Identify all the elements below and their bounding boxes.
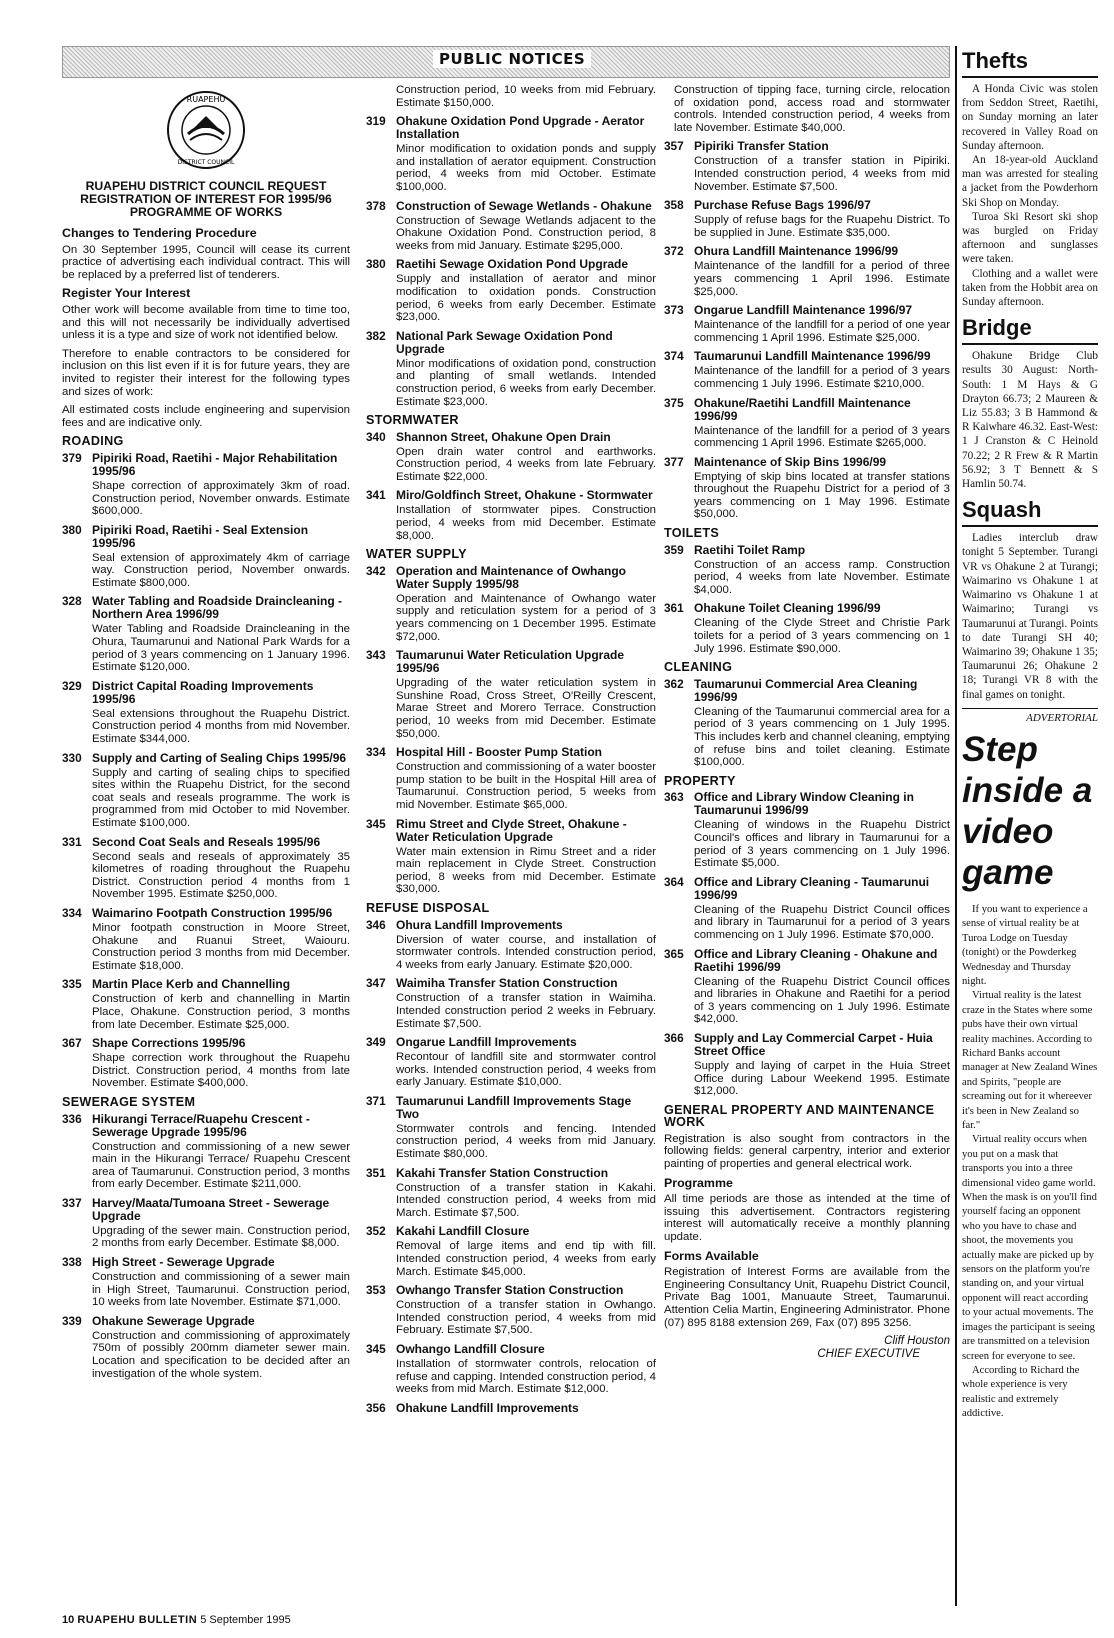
item-description: Removal of large items and end tip with fill. Intended construction period, 4 weeks from early March. Estimate $45,000.: [396, 1240, 656, 1278]
item-number: 372: [664, 244, 684, 259]
sewer-items-list: [366, 115, 656, 408]
item-title: Kakahi Transfer Station Construction: [396, 1165, 609, 1180]
item-number: 374: [664, 349, 684, 364]
changes-title: Changes to Tendering Procedure: [62, 226, 257, 240]
forms-title: Forms Available: [664, 1248, 759, 1263]
item-number: 382: [366, 328, 386, 343]
tender-item: [62, 836, 350, 901]
tender-item: [366, 431, 656, 484]
council-heading: RUAPEHU DISTRICT COUNCIL REQUEST REGISTRATION OF INTEREST FOR 1995/96 PROGRAMME OF WORKS: [80, 179, 332, 219]
item-description: Construction of an access ramp. Construction period, 4 weeks from late November. Estimate $4,000.: [694, 558, 950, 596]
item-title: Waimarino Footpath Construction 1995/96: [92, 905, 333, 920]
item-description: Maintenance of the landfill for a period of one year commencing 1 April 1996. Estimate $25,000.: [694, 319, 950, 344]
item-number: 341: [366, 488, 386, 503]
paragraph: If you want to experience a sense of virtual reality be at Turoa Lodge on Tuesday (tonight) or the Powderkeg Wednesday and Thursday night.: [962, 903, 1088, 987]
item-title: Owhango Transfer Station Construction: [396, 1283, 624, 1298]
item-number: 377: [664, 454, 684, 469]
item-title: Taumarunui Landfill Improvements Stage Two: [396, 1093, 632, 1121]
tender-item: [62, 1315, 350, 1380]
tender-item: [366, 746, 656, 811]
item-number: 345: [366, 1342, 386, 1356]
tender-item: [366, 1225, 656, 1278]
tender-item: [664, 876, 950, 942]
tender-item: [62, 1197, 350, 1250]
refuse-list: [366, 919, 656, 1417]
item-description: Cleaning of the Taumarunui commercial area for a period of 3 years commencing on 1 July 1995. This includes kerb and channel cleaning, emptying of refuse bins and toilet cleaning. Estimate $100,000.: [694, 705, 950, 769]
item-description: Construction of kerb and channelling in Martin Place, Ohakune. Construction period, 3 months from late December. Estimate $25,000.: [92, 993, 350, 1031]
item-number: 379: [62, 450, 82, 465]
water-supply-heading: WATER SUPPLY: [366, 547, 467, 562]
item-description: Supply and carting of sealing chips to specified sites within the Ruapehu District, for the second coat seals and reseals programme. The work is programmed from mid October to mid November. Estimate $100,000.: [92, 766, 350, 829]
item-title: Owhango Landfill Closure: [396, 1342, 545, 1356]
register-text-1: Other work will become available from time to time too, and this will not necessarily be individually advertised unless it is a type and size of work not identified below.: [62, 303, 350, 342]
item-description: Upgrading of the water reticulation system in Sunshine Road, Cross Street, O'Reilly Crescent, Marae Street and Morero Terrace. Construction period, 10 weeks from mid December. Estimate $50,000.: [396, 677, 656, 740]
tender-item: [62, 907, 350, 972]
item-number: 367: [62, 1036, 82, 1051]
item-number: 331: [62, 834, 82, 849]
tender-item: [366, 258, 656, 323]
item-description: Cleaning of the Ruapehu District Council offices and library in Taumarunui for a period of 3 years commencing on 1 July 1996. Estimate $70,000.: [694, 903, 950, 941]
paragraph: Virtual reality occurs when you put on a mask that transports you into a three dimensional video game world. When the mask is on you'll find yourself facing an opponent who you have to chase and shoot, the movements you actually make are picked up by sensors on the platform you're standing on, and your virtual opponent will react according to your actual movements. The images the participant is seeing are transmitted on a television screen for everyone to see.: [962, 1134, 1097, 1362]
item-number: 337: [62, 1195, 82, 1210]
sewerage-heading: SEWERAGE SYSTEM: [62, 1094, 196, 1109]
property-list: [664, 791, 950, 1097]
item-description: Maintenance of the landfill for a period of three years commencing 1 April 1996. Estimate $25,000.: [694, 260, 950, 298]
tender-item: [366, 919, 656, 972]
tender-item: [62, 1256, 350, 1309]
tender-item: [366, 330, 656, 408]
squash-heading: Squash: [962, 497, 1098, 527]
squash-text: Ladies interclub draw tonight 5 September. Turangi VR vs Ohakune 2 at Turangi; Waimarino vs Ohakune 1 at Waimarino vs Ohakune 1 at Waimarino; Turangi vs Taumarunui at Turangi. Points to date Turangi SH 40; Waimarino 39; Ohakune 1 35; Taumarunui 26; Ohakune 2 18; Turangi VR 8 with the final games on tonight.: [962, 532, 1098, 701]
item-description: Diversion of water course, and installation of stormwater controls. Intended construction period, 4 weeks from early January. Estimate $20,000.: [396, 933, 656, 971]
item-number: 362: [664, 676, 684, 691]
item-description: Supply of refuse bags for the Ruapehu District. To be supplied in June. Estimate $35,000.: [694, 214, 950, 239]
paragraph: Turoa Ski Resort ski shop was burgled on Friday afternoon and sunglasses were taken.: [962, 210, 1098, 266]
story-headline: Step inside a video game: [962, 729, 1093, 892]
item-description: Shape correction of approximately 3km of road. Construction period, November onwards. Estimate $600,000.: [92, 479, 350, 518]
item-description: Construction and commissioning of approximately 750m of possibly 200mm diameter sewer main. Location and specification to be decided after an investigation of the whole system.: [92, 1329, 350, 1380]
item-title: Pipiriki Road, Raetihi - Major Rehabilitation 1995/96: [92, 450, 338, 478]
property-heading: PROPERTY: [664, 773, 736, 788]
tender-item: [62, 752, 350, 830]
item-number: 375: [664, 395, 684, 410]
bridge-heading: Bridge: [962, 315, 1098, 345]
item-title: Waimiha Transfer Station Construction: [396, 976, 618, 991]
tender-item: [366, 1343, 656, 1396]
tender-item: [366, 1402, 656, 1417]
story-text: [962, 903, 1098, 1422]
item-description: Emptying of skip bins located at transfer stations throughout the Ruapehu District for a period of 3 years commencing on 1 May 1996. Estimate $50,000.: [694, 470, 950, 521]
sidebar: [962, 46, 1098, 1422]
tender-item: [664, 397, 950, 450]
column-1: [62, 82, 350, 1386]
item-number: 364: [664, 874, 684, 889]
issue-date: 5 September 1995: [200, 1614, 291, 1626]
tender-item: [366, 1284, 656, 1337]
register-text-3: All estimated costs include engineering and supervision fees and are indicative only.: [62, 404, 350, 429]
programme-title: Programme: [664, 1175, 733, 1190]
tender-item: [664, 791, 950, 869]
tender-item: [62, 1037, 350, 1090]
item-description: Shape correction work throughout the Ruapehu District. Construction period, 4 months from late November. Estimate $400,000.: [92, 1052, 350, 1090]
item-number: 373: [664, 303, 684, 318]
item-number: 380: [366, 257, 386, 272]
item-description: Seal extension of approximately 4km of carriage way. Construction period, November onwards. Estimate $800,000.: [92, 551, 350, 589]
tender-item: [664, 456, 950, 521]
svg-text:DISTRICT COUNCIL: DISTRICT COUNCIL: [177, 159, 235, 166]
item-title: Ohura Landfill Improvements: [396, 917, 563, 932]
item-description: Maintenance of the landfill for a period of 3 years commencing 1 July 1996. Estimate $210,000.: [694, 365, 950, 390]
item-title: Martin Place Kerb and Channelling: [92, 977, 291, 992]
public-notices-banner: [62, 46, 950, 78]
column-2: [366, 84, 656, 1423]
item-title: Construction of Sewage Wetlands - Ohakune: [396, 198, 652, 213]
tender-item: [664, 678, 950, 769]
item-description: Seal extensions throughout the Ruapehu District. Construction period 4 months from mid November. Estimate $344,000.: [92, 707, 350, 746]
item-number: 358: [664, 198, 684, 213]
svg-text:RUAPEHU: RUAPEHU: [186, 95, 226, 104]
item-description: Construction of a transfer station in Waimiha. Intended construction period 2 weeks in February. Estimate $7,500.: [396, 992, 656, 1030]
item-title: Ohakune Toilet Cleaning 1996/99: [694, 601, 881, 616]
item-title: High Street - Sewerage Upgrade: [92, 1255, 275, 1270]
item-number: 352: [366, 1224, 386, 1239]
item-title: Raetihi Sewage Oxidation Pond Upgrade: [396, 257, 629, 272]
item-description: Water main extension in Rimu Street and a rider main replacement in Clyde Street. Construction period, 8 weeks from mid December. Estimate $30,000.: [396, 845, 656, 896]
tender-item: [664, 1032, 950, 1098]
general-heading: GENERAL PROPERTY AND MAINTENANCE WORK: [664, 1102, 935, 1130]
signature: Cliff Houston: [884, 1335, 950, 1348]
tender-item: [664, 304, 950, 344]
item-number: 359: [664, 542, 684, 557]
tender-item: [62, 452, 350, 518]
item-description: Construction of a transfer station in Owhango. Intended construction period, 4 weeks from mid February. Estimate $7,500.: [396, 1299, 656, 1337]
item-title: Kakahi Landfill Closure: [396, 1224, 530, 1239]
item-number: 329: [62, 678, 82, 693]
item-title: Pipiriki Road, Raetihi - Seal Extension 1995/96: [92, 522, 309, 550]
refuse-items-list: [664, 140, 950, 521]
item-title: Ongarue Landfill Maintenance 1996/97: [694, 303, 913, 318]
item-title: Ohakune Landfill Improvements: [396, 1400, 579, 1415]
item-number: 347: [366, 976, 386, 991]
tender-item: [664, 948, 950, 1026]
programme-text: All time periods are those as intended at the time of issuing this advertisement. Contractors registering interest will automatically receive a monthly planning update.: [664, 1193, 950, 1244]
toilets-heading: TOILETS: [664, 526, 720, 541]
item-title: Harvey/Maata/Tumoana Street - Sewerage Upgrade: [92, 1195, 330, 1223]
item-description: Minor footpath construction in Moore Street, Ohakune and Ruanui Street, Waiouru. Construction period 3 months from mid December. Estimate $18,000.: [92, 921, 350, 972]
item-number: 343: [366, 648, 386, 663]
thefts-heading: Thefts: [962, 48, 1098, 78]
item-title: Office and Library Window Cleaning in Taumarunui 1996/99: [694, 790, 914, 818]
council-logo-icon: [164, 88, 248, 172]
item-title: Hospital Hill - Booster Pump Station: [396, 745, 603, 760]
register-title: Register Your Interest: [62, 286, 191, 301]
item-description: Stormwater controls and fencing. Intended construction period, 4 weeks from mid January. Estimate $80,000.: [396, 1122, 656, 1161]
item-number: 338: [62, 1255, 82, 1270]
item-description: Upgrading of the sewer main. Construction period, 2 months from early December. Estimate $8,000.: [92, 1224, 350, 1250]
page-footer: [62, 1614, 291, 1626]
item-title: National Park Sewage Oxidation Pond Upgrade: [396, 328, 613, 356]
item-number: 339: [62, 1313, 82, 1328]
register-text-2: Therefore to enable contractors to be considered for inclusion on this list even if it is for future years, they are invited to register their interest for the following types and sizes of work:: [62, 347, 350, 398]
continued-text: Construction period, 10 weeks from mid February. Estimate $150,000.: [396, 84, 656, 109]
item-number: 366: [664, 1030, 684, 1045]
item-title: Ongarue Landfill Improvements: [396, 1035, 577, 1050]
thefts-text: [962, 82, 1098, 309]
item-description: Construction and commissioning of a sewer main in High Street, Taumarunui. Construction period, 10 weeks from late November. Estimate $71,000.: [92, 1271, 350, 1309]
paragraph: An 18-year-old Auckland man was arrested for stealing a jacket from the Powderhorn Ski Shop on Monday.: [962, 154, 1098, 209]
tender-item: [664, 199, 950, 239]
item-title: Taumarunui Water Reticulation Upgrade 1995/96: [396, 648, 625, 676]
item-description: Construction of a transfer station in Pipiriki. Intended construction period, 4 weeks from mid November. Estimate $7,500.: [694, 155, 950, 193]
item-description: Second seals and reseals of approximately 35 kilometres of roading throughout the Ruapehu District. Construction period 4 months from 1 November 1995. Estimate $250,000.: [92, 850, 350, 901]
item-number: 371: [366, 1093, 386, 1108]
tender-item: [62, 1113, 350, 1191]
item-number: 319: [366, 114, 386, 129]
banner-title: PUBLIC NOTICES: [433, 50, 591, 68]
roading-heading: ROADING: [62, 434, 124, 449]
item-number: 346: [366, 917, 386, 932]
item-description: Recontour of landfill site and stormwater control works. Intended construction period, 4 weeks from early January. Estimate $10,000.: [396, 1051, 656, 1089]
item-number: 349: [366, 1035, 386, 1050]
tender-item: [664, 602, 950, 655]
paper-name: RUAPEHU BULLETIN: [77, 1614, 198, 1626]
paragraph: Virtual reality is the latest craze in the States where some pubs have their own virtual reality machines. According to Richard Banks account manager at New Zealand Wines and Spirits, "people are screaming out for it whereever it's been in New Zealand so far.": [962, 990, 1098, 1132]
tender-item: [664, 140, 950, 193]
tender-item: [664, 544, 950, 597]
paragraph: Clothing and a wallet were taken from the Hobbit area on Sunday afternoon.: [962, 267, 1098, 309]
item-number: 330: [62, 750, 82, 765]
item-title: Maintenance of Skip Bins 1996/99: [694, 454, 887, 469]
item-title: Shape Corrections 1995/96: [92, 1036, 246, 1051]
item-title: Rimu Street and Clyde Street, Ohakune - Water Reticulation Upgrade: [396, 816, 627, 844]
cleaning-heading: CLEANING: [664, 660, 733, 675]
item-number: 351: [366, 1165, 386, 1180]
bridge-text: Ohakune Bridge Club results 30 August: North-South: 1 M Hays & G Drayton 66.73; 2 Maureen & Liz 55.83; 3 B Hammond & R Kaiwhare 46.32. East-West: 1 J Cranston & C Heinold 70.22; 2 R Frew & R Martin 56.92; 3 T Bennett & S Hamlin 50.74.: [962, 350, 1098, 491]
item-description: Installation of stormwater controls, relocation of refuse and capping. Intended construction period, 4 weeks from mid March. Estimate $12,000.: [396, 1358, 656, 1396]
item-description: Cleaning of windows in the Ruapehu District Council's offices and library in Taumarunui for a period of 3 years commencing on 1 July 1996. Estimate $5,000.: [694, 819, 950, 870]
item-description: Construction and commissioning of a water booster pump station to be built in the Hospital Hill area of Taumarunui. Construction period, 5 weeks from mid November. Estimate $65,000.: [396, 761, 656, 811]
item-number: 365: [664, 946, 684, 961]
tender-item: [62, 680, 350, 746]
item-description: Installation of stormwater pipes. Construction period, 4 weeks from mid December. Estimate $8,000.: [396, 504, 656, 542]
item-number: 342: [366, 563, 386, 578]
signature-title: CHIEF EXECUTIVE: [817, 1347, 920, 1360]
tender-item: [366, 200, 656, 253]
item-description: Supply and installation of aerator and minor modification to oxidation ponds. Construction period, 6 weeks from early December. Estimate $23,000.: [396, 273, 656, 324]
item-title: Ohakune Oxidation Pond Upgrade - Aerator Installation: [396, 114, 645, 142]
item-description: Construction of a transfer station in Kakahi. Intended construction period, 4 weeks from mid March. Estimate $7,500.: [396, 1181, 656, 1219]
item-description: Construction and commissioning of a new sewer main in the Hikurangi Terrace/ Ruapehu Crescent area of Taumarunui. Construction period, 3 months from early December. Estimate $211,000.: [92, 1140, 350, 1191]
roading-list: [62, 452, 350, 1090]
tender-item: [62, 978, 350, 1031]
tender-item: [366, 1036, 656, 1089]
tender-item: [366, 977, 656, 1030]
item-number: 378: [366, 198, 386, 213]
item-title: Office and Library Cleaning - Ohakune and Raetihi 1996/99: [694, 946, 938, 974]
item-title: District Capital Roading Improvements 1995/96: [92, 678, 314, 706]
item-number: 336: [62, 1111, 82, 1126]
stormwater-heading: STORMWATER: [366, 413, 459, 428]
item-title: Taumarunui Commercial Area Cleaning 1996/99: [694, 676, 918, 704]
column-3: [664, 84, 950, 1360]
tender-item: [366, 115, 656, 193]
tender-item: [366, 1167, 656, 1220]
item-number: 357: [664, 139, 684, 154]
general-text: Registration is also sought from contractors in the following fields: general carpentry, interior and exterior painting of properties and general electrical work.: [664, 1132, 950, 1171]
item-description: Water Tabling and Roadside Draincleaning in the Ohura, Taumarunui and National Park Wards for a period of 3 years commencing on 1 January 1996. Estimate $120,000.: [92, 623, 350, 674]
item-title: Pipiriki Transfer Station: [694, 139, 829, 154]
item-description: Maintenance of the landfill for a period of 3 years commencing 1 April 1996. Estimate $265,000.: [694, 424, 950, 450]
item-title: Taumarunui Landfill Maintenance 1996/99: [694, 349, 931, 364]
cleaning-list: [664, 678, 950, 769]
item-description: Operation and Maintenance of Owhango water supply and reticulation system for a period of 3 years commencing on 1 December 1995. Estimate $72,000.: [396, 592, 656, 643]
item-description: Minor modifications of oxidation pond, construction and planting of small wetlands. Intended construction period, 6 weeks from early December. Estimate $23,000.: [396, 357, 656, 408]
item-title: Ohura Landfill Maintenance 1996/99: [694, 244, 899, 259]
item-description: Open drain water control and earthworks. Construction period, 4 weeks from late February. Estimate $22,000.: [396, 445, 656, 483]
stormwater-list: [366, 431, 656, 543]
item-number: 335: [62, 977, 82, 992]
item-title: Hikurangi Terrace/Ruapehu Crescent - Sewerage Upgrade 1995/96: [92, 1111, 310, 1139]
item-description: Supply and laying of carpet in the Huia Street Office during Labour Weekend 1995. Estimate $12,000.: [694, 1059, 950, 1098]
tender-item: [62, 524, 350, 590]
tender-item: [366, 489, 656, 542]
item-number: 361: [664, 601, 684, 616]
item-title: Shannon Street, Ohakune Open Drain: [396, 429, 611, 444]
item-description: Minor modification to oxidation ponds and supply and installation of aerator equipment. Construction period, 4 weeks from mid October. Estimate $100,000.: [396, 143, 656, 193]
item-title: Operation and Maintenance of Owhango Water Supply 1995/98: [396, 563, 627, 591]
tender-item: [664, 245, 950, 298]
tender-item: [366, 649, 656, 740]
item-title: Ohakune/Raetihi Landfill Maintenance 1996/99: [694, 395, 911, 423]
advertorial-label: ADVERTORIAL: [962, 708, 1098, 725]
tender-item: [62, 595, 350, 673]
tender-item: [366, 565, 656, 643]
item-description: Construction of Sewage Wetlands adjacent to the Ohakune Oxidation Pond. Construction period, 8 weeks from mid January. Estimate $295,000.: [396, 214, 656, 252]
page-number: 10: [62, 1614, 75, 1626]
paragraph: A Honda Civic was stolen from Seddon Street, Raetihi, on Sunday morning an later recovered in Valley Road on Sunday afternoon.: [962, 83, 1098, 152]
item-title: Raetihi Toilet Ramp: [694, 542, 806, 557]
item-number: 363: [664, 790, 684, 805]
sewerage-list: [62, 1113, 350, 1381]
item-number: 334: [62, 905, 82, 920]
item-number: 328: [62, 594, 82, 609]
item-number: 356: [366, 1400, 386, 1415]
item-title: Supply and Lay Commercial Carpet - Huia Street Office: [694, 1030, 933, 1058]
forms-text: Registration of Interest Forms are available from the Engineering Consultancy Unit, Ruapehu District Council, Private Bag 1001, Manuaute Street, Taumarunui. Attention Celia Martin, Engineering Administrator. Phone (07) 895 8188 extension 269, Fax (07) 895 3256.: [664, 1266, 950, 1329]
item-number: 353: [366, 1283, 386, 1298]
item-title: Miro/Goldfinch Street, Ohakune - Stormwater: [396, 488, 653, 503]
tender-item: [366, 818, 656, 896]
tender-item: [366, 1095, 656, 1161]
item-title: Purchase Refuse Bags 1996/97: [694, 198, 871, 213]
item-title: Water Tabling and Roadside Draincleaning - Northern Area 1996/99: [92, 594, 343, 622]
water-supply-list: [366, 565, 656, 896]
column-divider: [955, 46, 957, 1606]
tender-item: [664, 350, 950, 390]
item-description: Cleaning of the Clyde Street and Christie Park toilets for a period of 3 years commencing on 1 July 1996. Estimate $90,000.: [694, 617, 950, 655]
item-title: Supply and Carting of Sealing Chips 1995/96: [92, 750, 347, 765]
item-number: 380: [62, 522, 82, 537]
item-description: Cleaning of the Ruapehu District Council offices and libraries in Ohakune and Raetihi for a period of 3 years commencing on 1 July 1996. Estimate $42,000.: [694, 975, 950, 1026]
toilets-list: [664, 544, 950, 656]
refuse-heading: REFUSE DISPOSAL: [366, 900, 490, 915]
item-title: Office and Library Cleaning - Taumarunui 1996/99: [694, 874, 930, 902]
item-title: Ohakune Sewerage Upgrade: [92, 1313, 255, 1328]
paragraph: According to Richard the whole experience is very realistic and extremely addictive.: [962, 1364, 1080, 1420]
continued-text-3: Construction of tipping face, turning circle, relocation of oxidation pond, access road and stormwater controls. Intended construction period, 4 weeks from late November. Estimate $40,000.: [674, 84, 950, 134]
item-number: 334: [366, 745, 386, 760]
item-number: 340: [366, 429, 386, 444]
item-title: Second Coat Seals and Reseals 1995/96: [92, 834, 321, 849]
changes-text: On 30 September 1995, Council will cease its current practice of advertising each individual contract. This will be replaced by a preferred list of tenderers.: [62, 243, 350, 281]
item-number: 345: [366, 816, 386, 831]
